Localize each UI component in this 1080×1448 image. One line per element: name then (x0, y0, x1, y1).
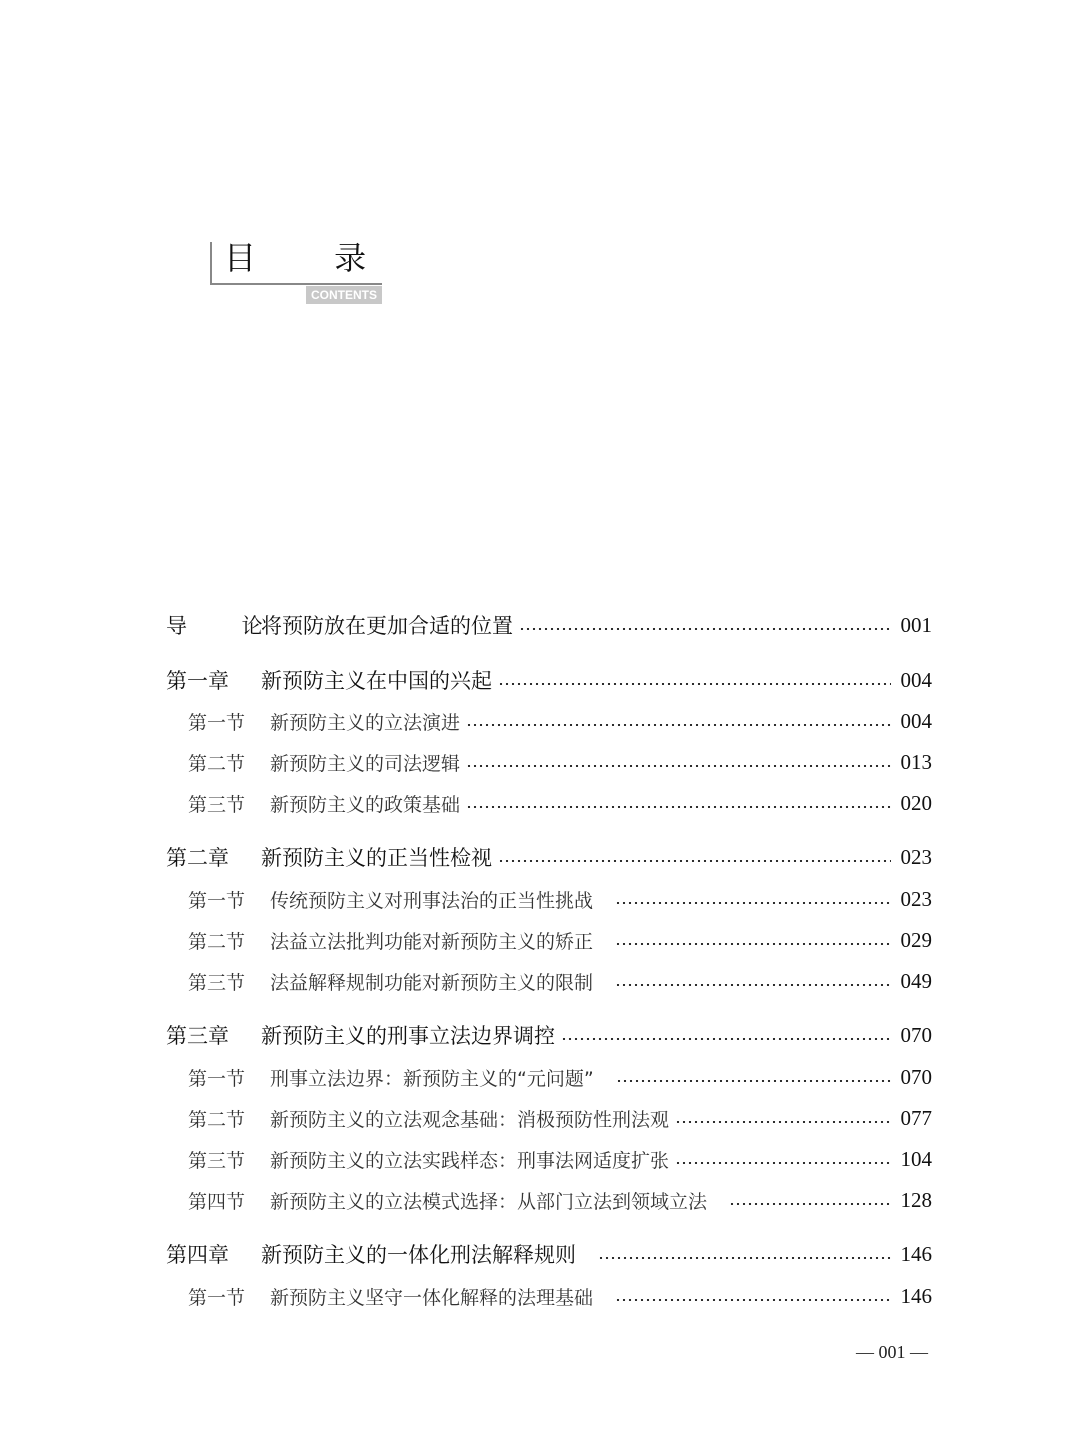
toc-entry-section[interactable] (188, 1061, 932, 1093)
entry-label: 第三节 (188, 971, 246, 994)
entry-label: 第三节 (188, 793, 246, 816)
entry-title: 新预防主义的正当性检视 (261, 846, 492, 870)
entry-title: 新预防主义的立法模式选择：从部门立法到领域立法 (270, 1190, 708, 1213)
entry-page: 070 (900, 1022, 932, 1047)
entry-label: 第四章 (166, 1243, 229, 1267)
toc-subtitle: CONTENTS (306, 286, 382, 304)
toc-entry-section[interactable] (188, 1102, 932, 1134)
entry-page: 146 (900, 1283, 932, 1308)
dot-leader (615, 902, 890, 904)
entry-page: 029 (900, 927, 932, 952)
entry-page: 023 (900, 844, 932, 869)
entry-label: 第一节 (188, 711, 246, 734)
entry-title: 新预防主义坚守一体化解释的法理基础 (270, 1286, 594, 1309)
dot-leader (675, 1121, 890, 1123)
entry-page: 128 (900, 1187, 932, 1212)
entry-title: 新预防主义的立法观念基础：消极预防性刑法观 (270, 1108, 670, 1131)
entry-label: 第二节 (188, 752, 246, 775)
entry-label: 第二章 (166, 846, 229, 870)
dot-leader (615, 984, 890, 986)
entry-title: 刑事立法边界：新预防主义的“元问题” (270, 1067, 594, 1090)
page-number: — 001 — (856, 1342, 928, 1362)
entry-title: 法益立法批判功能对新预防主义的矫正 (270, 930, 594, 953)
entry-label: 第一节 (188, 1286, 246, 1309)
toc-entry-section[interactable] (188, 1143, 932, 1175)
dot-leader (615, 943, 890, 945)
entry-page: 146 (900, 1241, 932, 1266)
entry-page: 004 (900, 708, 932, 733)
entry-title: 传统预防主义对刑事法治的正当性挑战 (270, 889, 594, 912)
dot-leader (598, 1257, 891, 1259)
entry-label: 第一节 (188, 1067, 246, 1090)
toc-entry-section[interactable] (188, 1280, 932, 1312)
entry-page: 077 (900, 1105, 932, 1130)
dot-leader (466, 724, 890, 726)
entry-label: 第一章 (166, 669, 229, 693)
entry-page: 013 (900, 749, 932, 774)
entry-title: 新预防主义在中国的兴起 (261, 669, 492, 693)
entry-label: 第三章 (166, 1024, 229, 1048)
entry-page: 001 (900, 612, 932, 637)
entry-page: 104 (900, 1146, 932, 1171)
dot-leader (675, 1162, 890, 1164)
entry-label: 第一节 (188, 889, 246, 912)
entry-label: 第三节 (188, 1149, 246, 1172)
toc-entry-section[interactable] (188, 924, 932, 956)
entry-page: 049 (900, 968, 932, 993)
entry-label: 第二节 (188, 1108, 246, 1131)
entry-title: 新预防主义的刑事立法边界调控 (261, 1024, 555, 1048)
toc-entry-chapter[interactable] (166, 1019, 932, 1051)
entry-title: 法益解释规制功能对新预防主义的限制 (270, 971, 594, 994)
entry-title: 新预防主义的一体化刑法解释规则 (261, 1243, 576, 1267)
dot-leader (498, 683, 891, 685)
entry-page: 020 (900, 790, 932, 815)
toc-entry-section[interactable] (188, 705, 932, 737)
entry-title: 新预防主义的立法演进 (270, 711, 461, 734)
dot-leader (729, 1203, 890, 1205)
entry-label: 第四节 (188, 1190, 246, 1213)
toc-entry-chapter[interactable] (166, 841, 932, 873)
toc-entry-chapter[interactable] (166, 1238, 932, 1270)
toc-entry-section[interactable] (188, 746, 932, 778)
toc-title: 目 录 (224, 239, 401, 277)
dot-leader (616, 1080, 891, 1082)
dot-leader (615, 1299, 890, 1301)
toc-entry-section[interactable] (188, 787, 932, 819)
entry-label: 导 论 (166, 614, 287, 638)
dot-leader (466, 806, 890, 808)
toc-entry-section[interactable] (188, 965, 932, 997)
dot-leader (519, 628, 891, 630)
toc-entry-chapter[interactable] (166, 664, 932, 696)
entry-title: 新预防主义的司法逻辑 (270, 752, 461, 775)
entry-title: 将预防放在更加合适的位置 (261, 614, 513, 638)
dot-leader (561, 1038, 891, 1040)
toc-entry-intro[interactable] (166, 609, 932, 641)
entry-label: 第二节 (188, 930, 246, 953)
entry-page: 023 (900, 886, 932, 911)
entry-page: 004 (900, 667, 932, 692)
entry-title: 新预防主义的政策基础 (270, 793, 461, 816)
toc-entry-section[interactable] (188, 883, 932, 915)
entry-page: 070 (900, 1064, 932, 1089)
dot-leader (466, 765, 890, 767)
dot-leader (498, 860, 891, 862)
toc-entry-section[interactable] (188, 1184, 932, 1216)
entry-title: 新预防主义的立法实践样态：刑事法网适度扩张 (270, 1149, 670, 1172)
